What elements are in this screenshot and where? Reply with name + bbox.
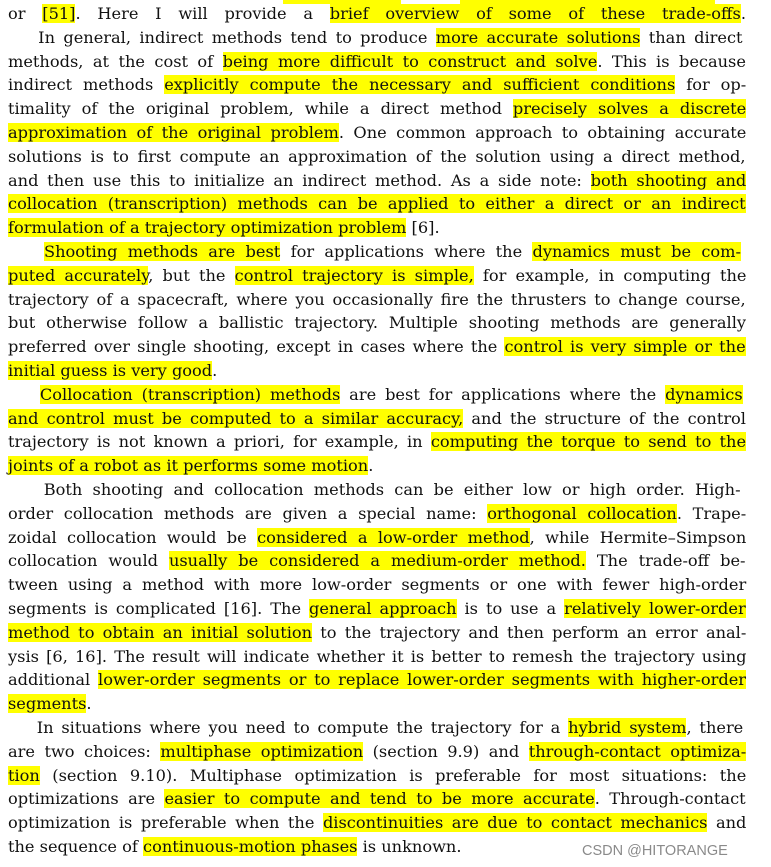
text-run: timality of the original problem, while a direct method: [8, 99, 513, 119]
text-run: indirect methods: [8, 75, 165, 95]
text-run: for example, in computing the: [473, 265, 747, 285]
highlighted-text: method to obtain an initial solution: [8, 622, 313, 642]
highlighted-text: joints of a robot as it performs some motion: [8, 456, 369, 476]
highlighted-text: through-contact optimiza-: [528, 741, 747, 761]
text-line: [8, 454, 373, 478]
text-run: optimizations are: [8, 789, 165, 809]
highlighted-text: lower-order segments or to replace lower-order segments with higher-order: [98, 670, 747, 690]
highlighted-text: continuous-motion phases: [143, 837, 358, 856]
highlighted-text: discontinuities are due to contact mechanics: [322, 813, 708, 833]
highlighted-text: Shooting methods are best: [43, 242, 281, 261]
text-run: collocation would: [8, 551, 169, 571]
text-run: and then use this to initialize an indirect method. As a side note:: [8, 170, 591, 190]
highlighted-text: approximation of the original problem: [8, 123, 339, 142]
text-run: trajectory is not known a priori, for example, in: [8, 432, 431, 452]
text-run: , but the: [148, 265, 235, 285]
highlighted-text: and control must be computed to a similar accuracy,: [8, 408, 464, 428]
text-run: In general, indirect methods tend to produce: [8, 27, 436, 47]
text-line: [8, 621, 746, 645]
text-line: [8, 359, 217, 383]
highlighted-text: initial guess is very good: [8, 361, 213, 380]
text-line: [8, 169, 746, 193]
text-run: . Through-contact: [594, 789, 746, 809]
text-line: [8, 740, 746, 764]
highlighted-text: usually be considered a medium-order method.: [168, 551, 586, 571]
text-run: solutions is to first compute an approximation of the solution using a direct method,: [8, 146, 746, 166]
highlighted-text: puted accurately: [8, 265, 149, 285]
text-line: [8, 573, 746, 597]
text-run: and the structure of the control: [463, 408, 746, 428]
text-run: , there: [686, 718, 744, 737]
text-run: for op-: [675, 75, 747, 95]
text-run: trajectory of a spacecraft, where you occasionally fire the thrusters to change course,: [8, 289, 746, 309]
highlighted-text: control is very simple or the: [504, 337, 746, 357]
text-run: optimization is preferable when the: [8, 813, 323, 833]
text-line: [8, 97, 746, 121]
text-run: , while Hermite–Simpson: [529, 527, 747, 547]
text-line: [8, 311, 746, 335]
text-run: is unknown.: [357, 837, 462, 856]
text-line: [8, 50, 746, 74]
highlighted-text: collocation (transcription) methods can be applied to either a direct or an indirect: [8, 194, 746, 214]
text-line: [8, 597, 746, 621]
text-run: zoidal collocation would be: [8, 527, 258, 547]
text-run: Both shooting and collocation methods can be either low or high order. High-: [8, 480, 741, 499]
highlighted-text: formulation of a trajectory optimization problem: [8, 218, 407, 238]
text-run: are two choices:: [8, 741, 161, 761]
highlighted-text: control trajectory is simple,: [234, 265, 474, 285]
highlighted-text: segments: [8, 694, 87, 714]
text-run: (section 9.10). Multiphase optimization is preferable for most situations: the: [39, 765, 747, 785]
highlighted-text: both shooting and: [590, 170, 747, 190]
text-line: [8, 216, 440, 240]
text-run: The trade-off be-: [585, 551, 746, 571]
text-line: [8, 407, 746, 431]
text-run: but otherwise follow a ballistic trajectory. Multiple shooting methods are generally: [8, 313, 747, 333]
text-line: [8, 716, 743, 740]
highlighted-text: being more difficult to construct and solve: [222, 51, 598, 71]
text-line: [8, 335, 746, 359]
highlighted-text: brief overview of some of these trade-offs: [329, 4, 741, 23]
text-line: [8, 288, 746, 312]
highlighted-text: relatively lower-order: [564, 599, 746, 618]
text-run: [8, 242, 44, 261]
text-run: and: [707, 813, 747, 833]
text-run: . This is because: [597, 51, 746, 71]
text-run: methods, at the cost of: [8, 51, 223, 71]
text-line: [8, 502, 746, 526]
highlighted-text: explicitly compute the necessary and sufficient conditions: [164, 75, 676, 95]
text-line: [8, 787, 746, 811]
text-run: preferred over single shooting, except in cases where the: [8, 337, 505, 357]
text-run: are best for applications where the: [340, 384, 666, 404]
highlighted-text: computing the torque to send to the: [430, 432, 747, 452]
text-run: . One common approach to obtaining accurate: [338, 123, 747, 142]
text-line: [8, 264, 746, 288]
highlighted-text: tion: [8, 765, 40, 785]
text-run: to the trajectory and then perform an error anal-: [312, 622, 747, 642]
highlighted-text: [51]: [42, 4, 76, 23]
highlighted-text: multiphase optimization: [160, 741, 364, 761]
text-run: additional: [8, 670, 99, 690]
text-line: [8, 383, 743, 407]
text-line: [8, 692, 92, 716]
text-line: [8, 764, 746, 788]
text-run: the sequence of: [8, 837, 144, 856]
text-line: [8, 835, 462, 859]
text-run: .: [86, 694, 92, 714]
highlighted-text: considered a low-order method: [257, 527, 530, 547]
highlighted-text: Collocation (transcription) methods: [39, 384, 341, 404]
text-line: [8, 549, 746, 573]
text-run: (section 9.9) and: [363, 741, 529, 761]
text-line: [8, 240, 741, 264]
text-run: than direct: [640, 27, 743, 47]
text-line: [8, 478, 741, 502]
text-line: [8, 526, 746, 550]
text-line: [8, 645, 746, 669]
text-run: order collocation methods are given a special name:: [8, 503, 488, 523]
highlighted-text: precisely solves a discrete: [512, 99, 747, 119]
text-run: [8, 385, 40, 404]
text-run: .: [368, 456, 374, 476]
highlighted-text: dynamics must be com-: [532, 242, 741, 261]
text-line: [8, 668, 746, 692]
text-line: [8, 2, 746, 26]
text-run: .: [740, 4, 747, 23]
text-line: [8, 73, 746, 97]
text-line: [8, 26, 743, 50]
text-run: . Trape-: [676, 503, 747, 523]
watermark: CSDN @HITORANGE: [582, 843, 728, 859]
text-run: is to use a: [456, 599, 565, 618]
text-line: [8, 811, 746, 835]
text-line: [8, 430, 746, 454]
text-run: or: [8, 4, 43, 23]
highlighted-text: easier to compute and tend to be more accurate: [164, 789, 595, 809]
text-run: .: [212, 361, 218, 380]
highlighted-text: general approach: [309, 599, 457, 618]
text-run: . Here I will provide a: [75, 4, 330, 23]
text-line: [8, 192, 746, 216]
highlighted-text: more accurate solutions: [435, 27, 641, 47]
highlighted-text: orthogonal collocation: [487, 503, 677, 523]
text-line: [8, 145, 746, 169]
text-run: In situations where you need to compute the trajectory for a: [8, 718, 569, 737]
text-run: ysis [6, 16]. The result will indicate whether it is better to remesh the trajectory using: [8, 646, 747, 666]
highlighted-text: dynamics: [665, 384, 743, 404]
highlighted-text: hybrid system: [568, 718, 687, 737]
text-line: [8, 121, 746, 145]
document-page: [8, 0, 746, 867]
text-run: segments is complicated [16]. The: [8, 599, 310, 618]
text-run: tween using a method with more low-order segments or one with fewer high-order: [8, 575, 747, 595]
text-run: for applications where the: [280, 242, 533, 261]
text-run: [6].: [406, 218, 440, 238]
